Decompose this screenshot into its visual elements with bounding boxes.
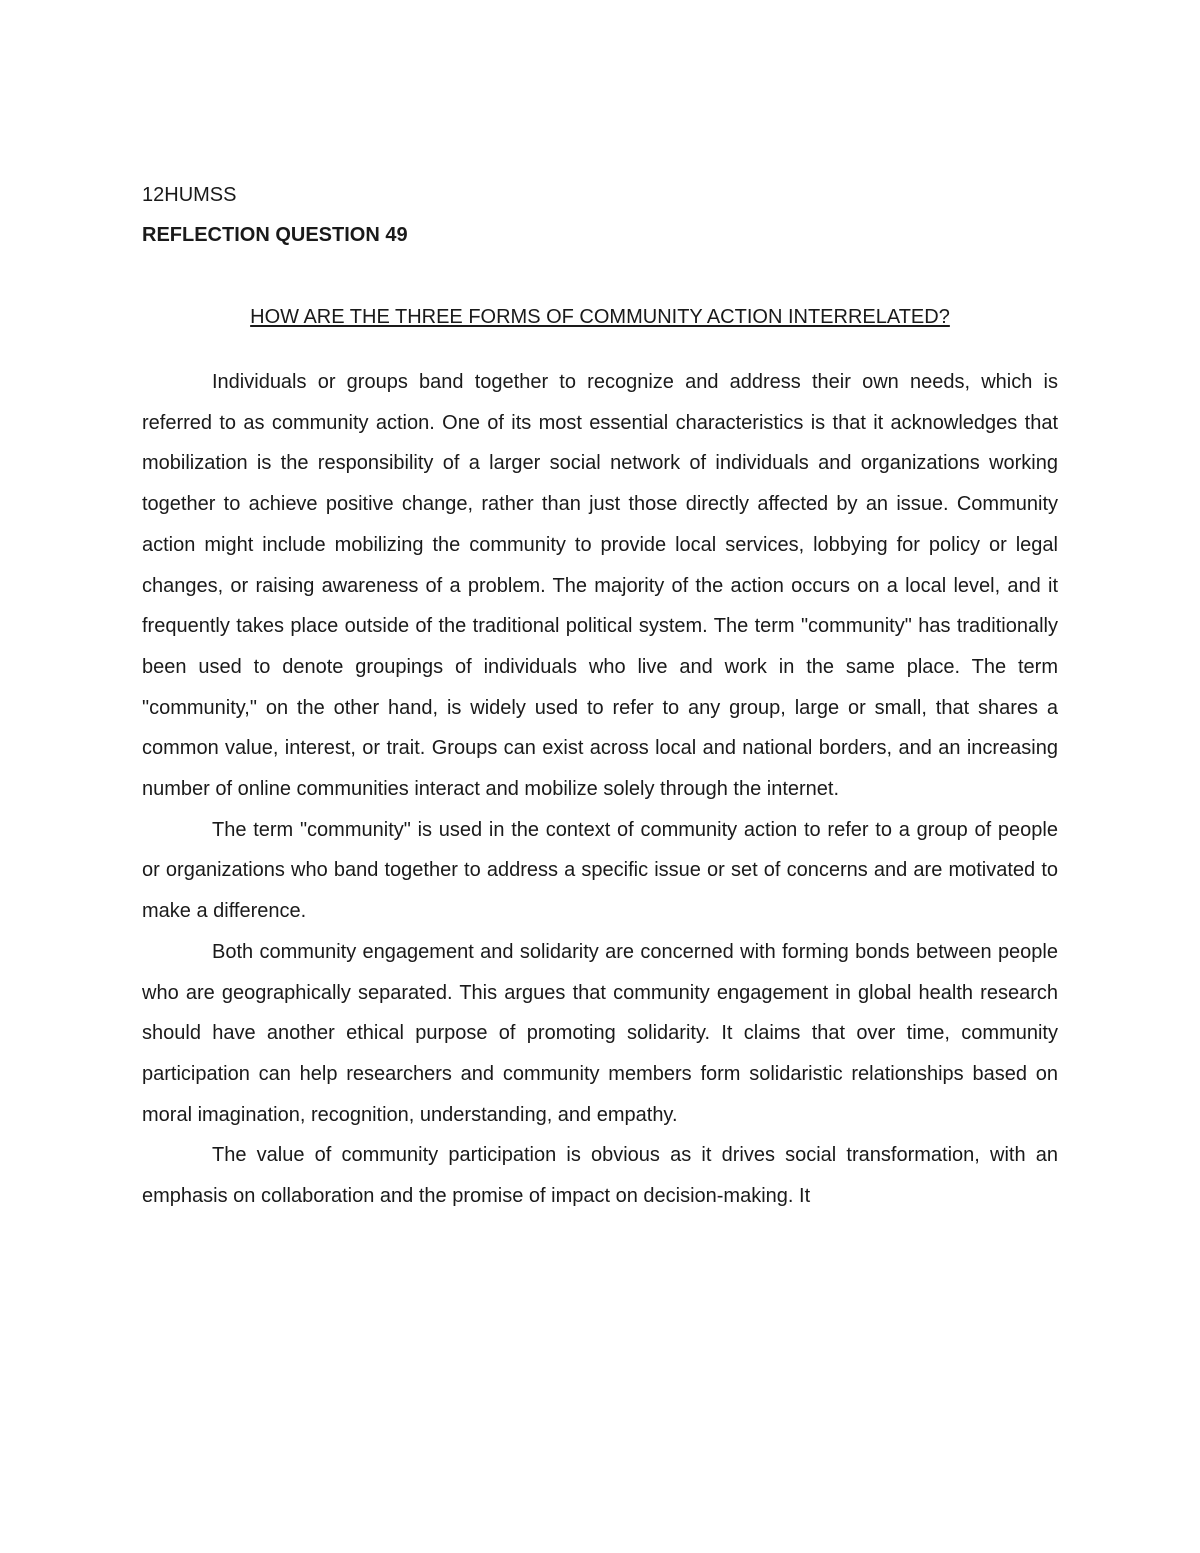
essay-body [142, 362, 1058, 1217]
class-label: 12HUMSS [142, 184, 237, 206]
paragraph-2: The term "community" is used in the context of community action to refer to a group of people or organizations who band together to address a specific issue or set of concerns and are motivated to make a difference. [142, 818, 1058, 923]
paragraph-1: Individuals or groups band together to recognize and address their own needs, which is referred to as community action. One of its most essential characteristics is that it acknowledges that mobilization is the responsibility of a larger social network of individuals and organizations working together to achieve positive change, rather than just those directly affected by an issue. Community action might include mobilizing the community to provide local services, lobbying for policy or legal changes, or raising awareness of a problem. The majority of the action occurs on a local level, and it frequently takes place outside of the traditional political system. The term "community" has traditionally been used to denote groupings of individuals who live and work in the same place. The term "community," on the other hand, is widely used to refer to any group, large or small, that shares a common value, interest, or trait. Groups can exist across local and national borders, and an increasing number of online communities interact and mobilize solely through the internet. [142, 371, 1058, 801]
document-title: REFLECTION QUESTION 49 [142, 224, 408, 246]
paragraph-3: Both community engagement and solidarity are concerned with forming bonds between people who are geographically separated. This argues that community engagement in global health research should have another ethical purpose of promoting solidarity. It claims that over time, community participation can help researchers and community members form solidaristic relationships based on moral imagination, recognition, understanding, and empathy. [142, 940, 1058, 1126]
paragraph-4: The value of community participation is obvious as it drives social transformation, with an emphasis on collaboration and the promise of impact on decision-making. It [142, 1144, 1058, 1208]
document-content [142, 180, 1058, 1217]
question-heading: HOW ARE THE THREE FORMS OF COMMUNITY ACTION INTERRELATED? [250, 306, 950, 328]
